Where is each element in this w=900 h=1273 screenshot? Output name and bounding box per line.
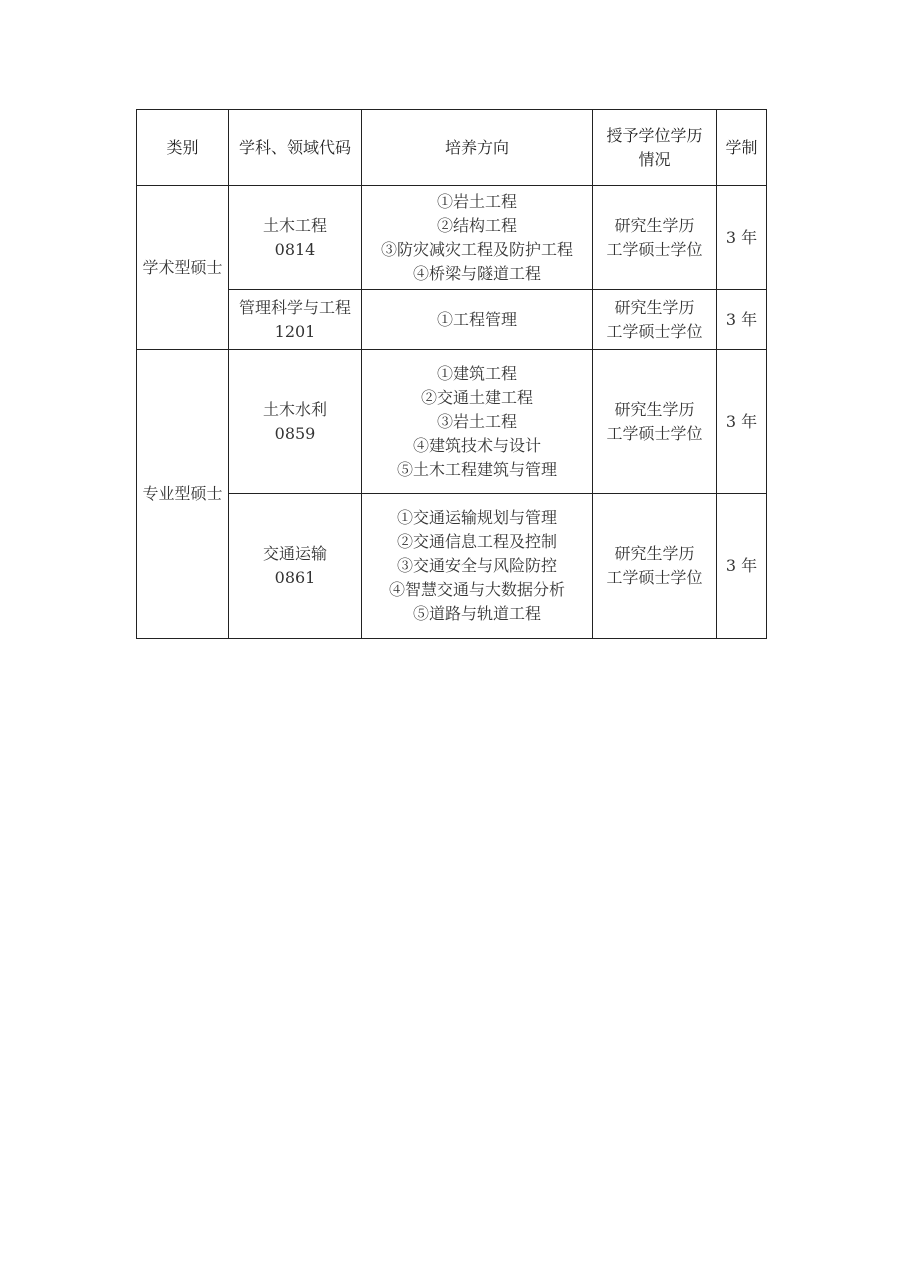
discipline-code: 1201 (274, 321, 316, 341)
direction-item: ③防灾减灾工程及防护工程 (380, 239, 573, 259)
degree-line: 工学硕士学位 (606, 321, 703, 341)
degree-line: 研究生学历 (614, 297, 695, 317)
direction-cell (362, 290, 593, 350)
header-row (137, 110, 767, 186)
direction-item: ⑤土木工程建筑与管理 (396, 459, 557, 479)
degree-line: 工学硕士学位 (606, 239, 703, 259)
discipline-name: 管理科学与工程 (238, 297, 351, 317)
header-degree (593, 110, 717, 186)
direction-item: ④智慧交通与大数据分析 (388, 580, 565, 599)
table-row (137, 350, 767, 494)
degree-line: 工学硕士学位 (606, 423, 703, 443)
discipline-code: 0861 (274, 568, 316, 587)
degree-line: 研究生学历 (614, 399, 695, 419)
header-direction: 培养方向 (362, 110, 593, 186)
header-category: 类别 (137, 110, 229, 186)
direction-item: ④桥梁与隧道工程 (412, 263, 541, 283)
direction-item: ②交通信息工程及控制 (396, 532, 557, 551)
category-cell: 学术型硕士 (137, 186, 229, 350)
discipline-name: 交通运输 (262, 544, 327, 563)
degree-cell (593, 290, 717, 350)
direction-item: ③交通安全与风险防控 (396, 556, 557, 575)
degree-cell (593, 186, 717, 290)
header-code: 学科、领域代码 (229, 110, 362, 186)
table-row (137, 186, 767, 290)
direction-cell (362, 186, 593, 290)
header-degree-line-2: 情况 (638, 149, 671, 169)
header-degree-line-1: 授予学位学历 (606, 125, 703, 145)
header-duration: 学制 (717, 110, 767, 186)
table-row (137, 290, 767, 350)
direction-item: ①工程管理 (436, 309, 517, 329)
direction-item: ③岩土工程 (436, 411, 517, 431)
direction-cell (362, 350, 593, 494)
direction-item: ⑤道路与轨道工程 (412, 604, 541, 623)
direction-item: ②结构工程 (436, 215, 517, 235)
discipline-name: 土木工程 (262, 215, 327, 235)
category-cell: 专业型硕士 (137, 350, 229, 639)
duration-cell: 3 年 (717, 290, 767, 350)
degree-cell (593, 350, 717, 494)
program-table (136, 109, 767, 639)
duration-cell: 3 年 (717, 186, 767, 290)
degree-line: 工学硕士学位 (606, 568, 703, 587)
discipline-cell (229, 494, 362, 639)
direction-item: ①建筑工程 (436, 363, 517, 383)
degree-cell (593, 494, 717, 639)
direction-item: ④建筑技术与设计 (412, 435, 541, 455)
degree-line: 研究生学历 (614, 544, 695, 563)
duration-cell: 3 年 (717, 494, 767, 639)
discipline-name: 土木水利 (262, 399, 327, 419)
table-row (137, 494, 767, 639)
discipline-cell (229, 350, 362, 494)
discipline-code: 0814 (274, 239, 316, 259)
direction-cell (362, 494, 593, 639)
discipline-cell (229, 186, 362, 290)
direction-item: ①岩土工程 (436, 191, 517, 211)
discipline-code: 0859 (274, 423, 316, 443)
direction-item: ②交通土建工程 (420, 387, 533, 407)
discipline-cell (229, 290, 362, 350)
duration-cell: 3 年 (717, 350, 767, 494)
direction-item: ①交通运输规划与管理 (396, 508, 557, 527)
degree-line: 研究生学历 (614, 215, 695, 235)
